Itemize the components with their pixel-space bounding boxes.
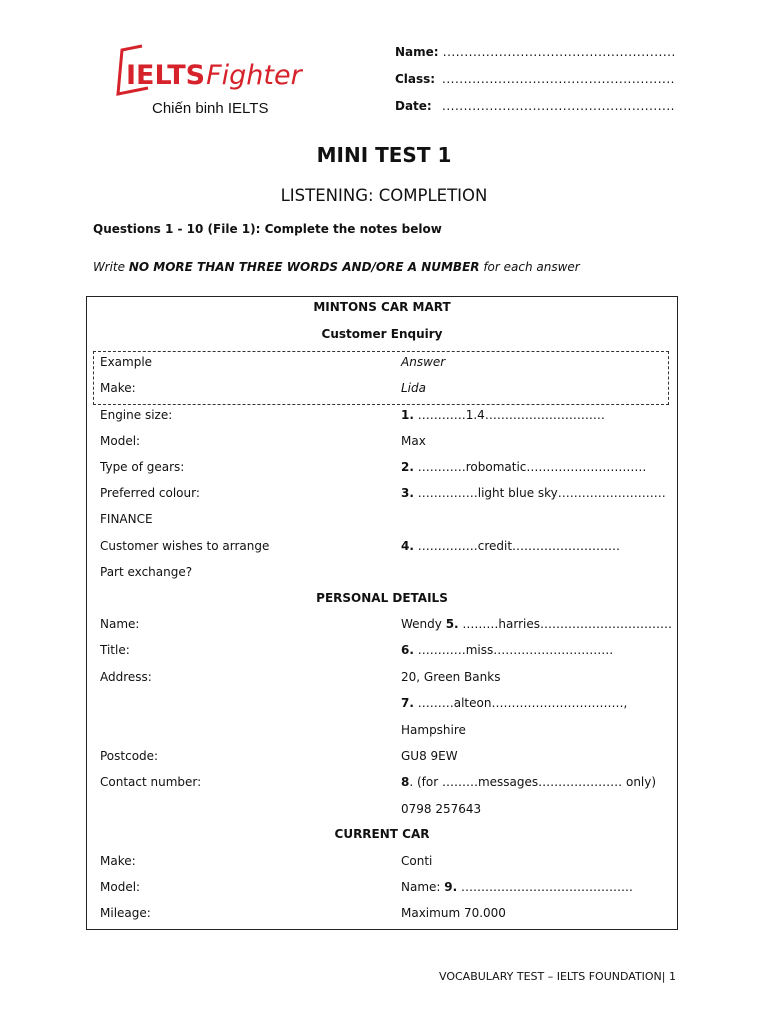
contact-num: 8 [401, 775, 410, 789]
address-value: ………alteon……………………………, [413, 696, 628, 710]
form-subheading: Customer Enquiry [321, 327, 443, 341]
instruction-pre: Write [93, 260, 129, 274]
instruction [93, 260, 580, 274]
current-model-label: Model: [100, 880, 141, 894]
address-answer [401, 696, 627, 710]
title-label: Title: [100, 643, 130, 657]
person-name-label: Name: [100, 617, 140, 631]
example-label: Example [100, 355, 153, 369]
person-name-value: ………harries…………………………… [458, 617, 673, 631]
exchange-label: Part exchange? [100, 565, 193, 579]
colour-value: ……………light blue sky……………………… [413, 486, 666, 500]
class-dots: ...................................................... [442, 72, 675, 86]
logo-brand-script: Fighter [206, 60, 302, 91]
ielts-fighter-logo [112, 40, 312, 120]
address-label: Address: [100, 670, 152, 684]
name-label: Name: [395, 45, 439, 59]
instruction-post: for each answer [479, 260, 580, 274]
gears-num: 2. [401, 460, 414, 474]
question-heading: Questions 1 - 10 (File 1): Complete the notes below [93, 222, 442, 236]
current-model-value: ……………………………………. [457, 880, 633, 894]
class-label: Class: [395, 72, 436, 86]
gears-label: Type of gears: [100, 460, 185, 474]
arrange-answer [401, 539, 620, 553]
engine-label: Engine size: [100, 408, 173, 422]
title-value: …………miss………………………… [413, 643, 614, 657]
postcode-label: Postcode: [100, 749, 159, 763]
title-num: 6. [401, 643, 414, 657]
current-model-num: 9. [444, 880, 458, 894]
current-car-heading: CURRENT CAR [334, 827, 430, 841]
name-dots: ...................................................... [442, 45, 676, 59]
colour-num: 3. [401, 486, 414, 500]
engine-num: 1. [401, 408, 414, 422]
page-subtitle: LISTENING: COMPLETION [280, 186, 488, 205]
mileage-label: Mileage: [100, 906, 151, 920]
logo-wordmark [126, 62, 302, 89]
logo-brand-bold: IELTS [126, 60, 206, 91]
arrange-label: Customer wishes to arrange [100, 539, 270, 553]
form-heading: MINTONS CAR MART [313, 300, 451, 314]
contact-value: . (for ………messages………………… only) [409, 775, 657, 789]
make-label: Make: [100, 381, 136, 395]
person-name-pre: Wendy [401, 617, 446, 631]
postcode-value: GU8 9EW [401, 749, 458, 763]
mileage-value: Maximum 70.000 [401, 906, 506, 920]
finance-label: FINANCE [100, 512, 153, 526]
model-label: Model: [100, 434, 141, 448]
logo-subtitle: Chiến binh IELTS [152, 100, 269, 117]
address-line1: 20, Green Banks [401, 670, 501, 684]
model-value: Max [401, 434, 426, 448]
arrange-value: ……………credit……………………… [413, 539, 621, 553]
instruction-bold: NO MORE THAN THREE WORDS AND/ORE A NUMBER [128, 260, 480, 274]
gears-answer [401, 460, 646, 474]
address-num: 7. [401, 696, 414, 710]
name-field [395, 45, 676, 59]
address-line3: Hampshire [401, 723, 466, 737]
colour-answer [401, 486, 666, 500]
engine-value: …………1.4………………………… [413, 408, 605, 422]
make-value: Lida [401, 381, 426, 395]
current-model-answer [401, 880, 633, 894]
contact-label: Contact number: [100, 775, 202, 789]
page-footer: VOCABULARY TEST – IELTS FOUNDATION| 1 [439, 970, 676, 983]
engine-answer [401, 408, 605, 422]
contact-phone: 0798 257643 [401, 802, 482, 816]
example-dashed-box [93, 351, 669, 405]
date-label: Date: [395, 99, 432, 113]
current-make-value: Conti [401, 854, 433, 868]
gears-value: …………robomatic………………………… [413, 460, 647, 474]
arrange-num: 4. [401, 539, 414, 553]
date-field [395, 99, 675, 113]
current-model-pre: Name: [401, 880, 445, 894]
example-value: Answer [401, 355, 446, 369]
person-name-answer [401, 617, 672, 631]
page-title: MINI TEST 1 [316, 143, 452, 167]
class-field [395, 72, 675, 86]
date-dots: ...................................................... [442, 99, 675, 113]
person-name-num: 5. [445, 617, 459, 631]
current-make-label: Make: [100, 854, 136, 868]
contact-answer [401, 775, 656, 789]
personal-details-heading: PERSONAL DETAILS [316, 591, 448, 605]
title-answer [401, 643, 613, 657]
colour-label: Preferred colour: [100, 486, 200, 500]
